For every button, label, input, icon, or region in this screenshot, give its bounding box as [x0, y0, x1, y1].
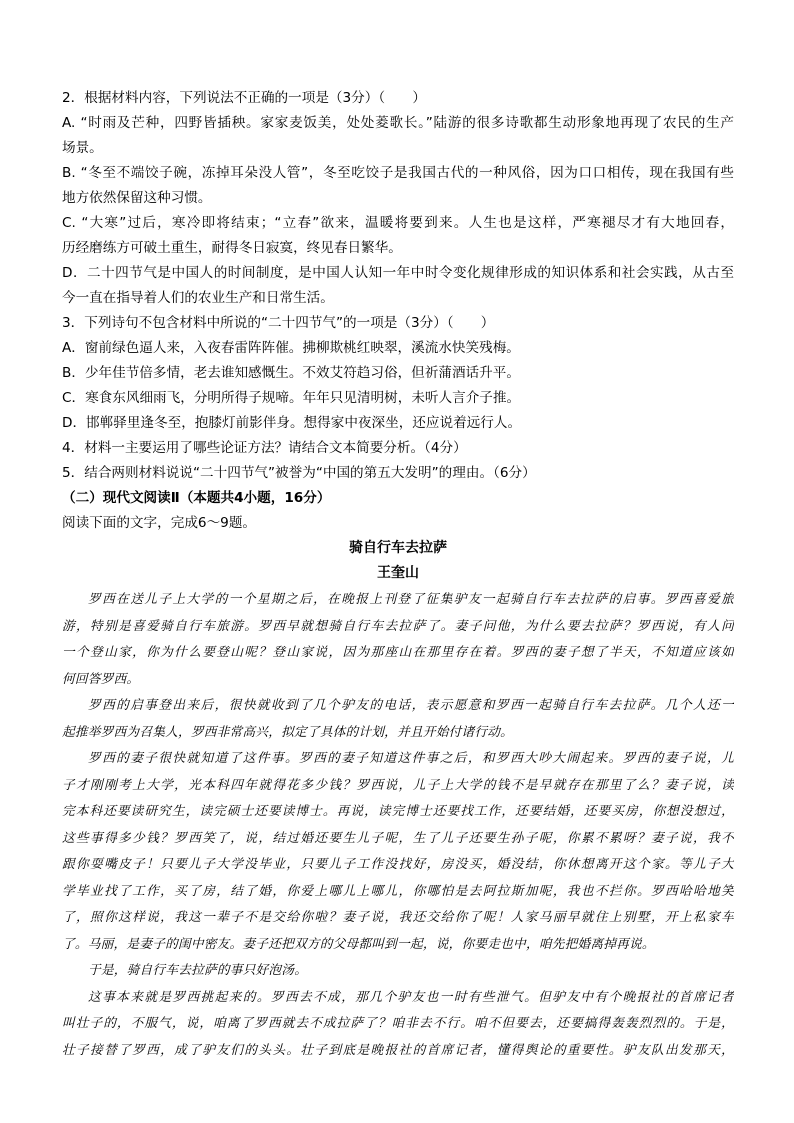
story-line: 叫壮子的，不服气，说，咱离了罗西就去不成拉萨了？咱非去不行。咱不但要去，还要搞得轰轰烈烈的。于是， [62, 1015, 734, 1030]
story-line: 罗西的妻子很快就知道了这件事。罗西的妻子知道这件事之后，和罗西大吵大闹起来。罗西的妻子说，儿 [88, 750, 734, 765]
story-title: 骑自行车去拉萨 [349, 540, 447, 556]
story-line: 一个登山家，你为什么要登山呢？登山家说，因为那座山在那里存在着。罗西的妻子想了半天，不知道应该如 [62, 644, 734, 659]
story-line: 了。马丽，是妻子的闺中密友。妻子还把双方的父母都叫到一起，说，你要走也中，咱先把婚离掉再说。 [62, 935, 655, 951]
q2-option-a-line1: A. “时雨及芒种，四野皆插秧。家家麦饭美，处处菱歌长。”陆游的很多诗歌都生动形象地再现了农民的生产 [62, 115, 734, 131]
story-line: 游，特别是喜爱骑自行车旅游。罗西早就想骑自行车去拉萨了。妻子问他，为什么要去拉萨？罗西说，有人问 [62, 617, 734, 633]
story-line: 何回答罗西。 [62, 670, 140, 686]
story-line: 完本科还要读研究生，读完硕士还要读博士。再说，读完博士还要找工作，还要结婚，还要买房，你想没想过， [62, 803, 734, 818]
q3-option-a: A．窗前绿色逼人来，入夜春雷阵阵催。拂柳欺桃红映翠，溪流水快笑残梅。 [62, 340, 520, 356]
section-heading: （二）现代文阅读Ⅱ（本题共4小题，16分） [62, 490, 331, 506]
story-line: 学毕业找了工作，买了房，结了婚，你爱上哪儿上哪儿，你哪怕是去阿拉斯加呢，我也不拦你。罗西哈哈地笑 [62, 882, 734, 898]
q2-option-c-line2: 历经磨练方可破土重生，耐得冬日寂寞，终见春日繁华。 [62, 240, 402, 256]
q5-text: 5．结合两则材料说说“二十四节气”被誉为“中国的第五大发明”的理由。（6分） [62, 465, 536, 481]
story-line: 于是，骑自行车去拉萨的事只好泡汤。 [88, 962, 308, 977]
q2-option-b-line1: B. “冬至不端饺子碗，冻掉耳朵没人管”，冬至吃饺子是我国古代的一种风俗，因为口口相传，现在我国有些 [62, 165, 734, 181]
section-instruction: 阅读下面的文字，完成6～9题。 [62, 515, 257, 531]
story-line: 起推举罗西为召集人，罗西非常高兴，拟定了具体的计划，并且开始付诸行动。 [62, 723, 514, 739]
q4-text: 4．材料一主要运用了哪些论证方法？请结合文本简要分析。（4分） [62, 440, 467, 456]
story-line: 这事本来就是罗西挑起来的。罗西去不成，那几个驴友也一时有些泄气。但驴友中有个晚报社的首席记者 [88, 988, 734, 1004]
story-line: 壮子接替了罗西，成了驴友们的头头。壮子到底是晚报社的首席记者，懂得舆论的重要性。驴友队出发那天， [62, 1041, 734, 1057]
story-line: 了，照你这样说，我这一辈子不是交给你啦？妻子说，我还交给你了呢！人家马丽早就住上别墅，开上私家车 [62, 909, 734, 924]
q2-option-c-line1: C. “大寒”过后，寒冷即将结束；“立春”欲来，温暖将要到来。人生也是这样，严寒褪尽才有大地回春， [62, 215, 734, 231]
q3-stem: 3．下列诗句不包含材料中所说的“二十四节气”的一项是（3分）（ ） [62, 315, 495, 331]
q2-option-a-line2: 场景。 [62, 140, 103, 156]
q2-option-b-line2: 地方依然保留这种习惯。 [62, 190, 212, 206]
q3-option-b: B．少年佳节倍多情，老去谁知感慨生。不效艾符趋习俗，但祈蒲酒话升平。 [62, 365, 520, 381]
q2-stem: 2．根据材料内容，下列说法不正确的一项是（3分）（ ） [62, 90, 426, 106]
story-line: 这些事得多少钱？罗西笑了，说，结过婚还要生儿子呢，生了儿子还要生孙子呢，你累不累呀？妻子说，我不 [62, 829, 734, 845]
q3-option-d: D．邯郸驿里逢冬至，抱膝灯前影伴身。想得家中夜深坐，还应说着远行人。 [62, 415, 522, 431]
q3-option-c: C．寒食东风细雨飞，分明所得子规啼。年年只见清明树，未听人言介子推。 [62, 390, 521, 406]
q2-option-d-line1: D．二十四节气是中国人的时间制度，是中国人认知一年中时令变化规律形成的知识体系和社会实践，从古至 [62, 265, 734, 281]
story-line: 罗西在送儿子上大学的一个星期之后，在晚报上刊登了征集驴友一起骑自行车去拉萨的启事。罗西喜爱旅 [88, 591, 734, 606]
q2-option-d-line2: 今一直在指导着人们的农业生产和日常生活。 [62, 290, 334, 306]
story-author: 王奎山 [377, 565, 419, 581]
story-line: 跟你耍嘴皮子！只要儿子大学没毕业，只要儿子工作没找好，房没买，婚没结，你休想离开这个家。等儿子大 [62, 856, 734, 871]
story-line: 子才刚刚考上大学，光本科四年就得花多少钱？罗西说，儿子上大学的钱不是早就存在那里了么？妻子说，读 [62, 776, 734, 792]
story-line: 罗西的启事登出来后，很快就收到了几个驴友的电话，表示愿意和罗西一起骑自行车去拉萨。几个人还一 [88, 697, 734, 712]
